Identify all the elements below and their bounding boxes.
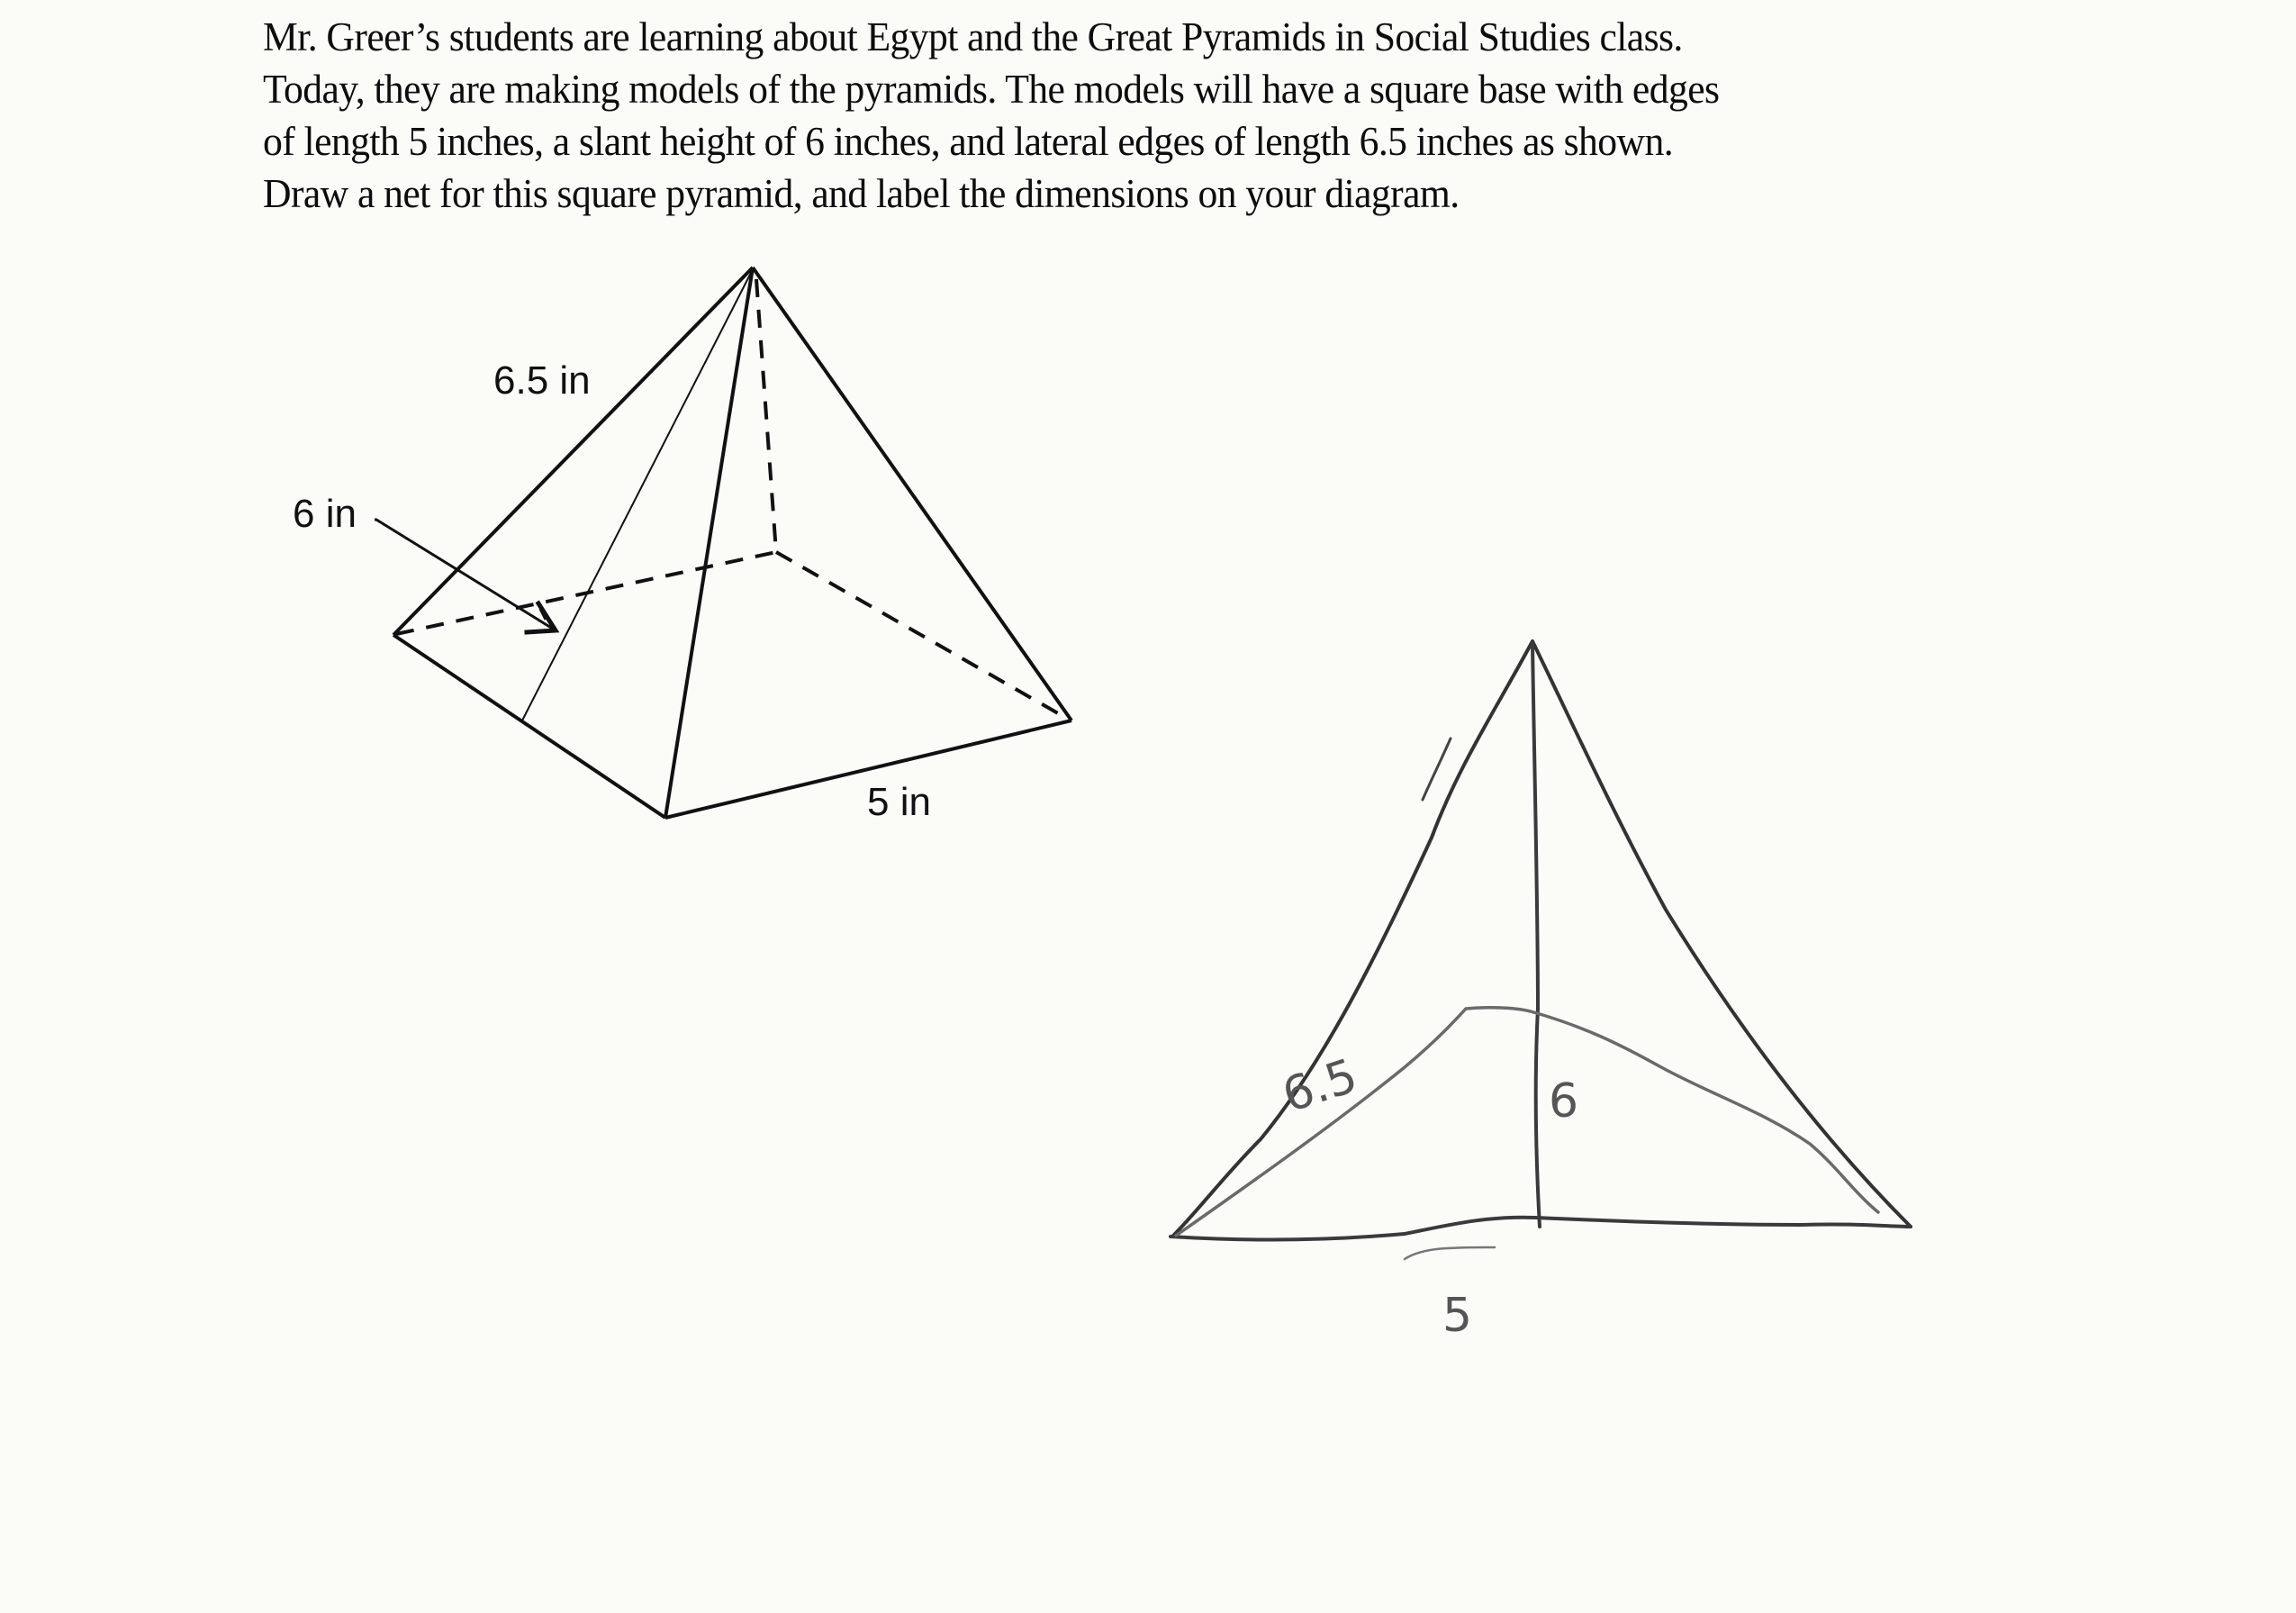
- sketch-inner-line: [1176, 1008, 1878, 1236]
- sketch-lateral-edge-label: 6.5: [1276, 1048, 1364, 1124]
- pyramid-hidden-edges: [396, 279, 1064, 717]
- sketch-tick-mark: [1423, 739, 1451, 800]
- sketch-base-underline: [1405, 1247, 1495, 1259]
- student-sketch-diagram: [1171, 641, 1911, 1343]
- pyramid-visible-edges: [393, 267, 1071, 818]
- printed-pyramid-diagram: [293, 267, 1071, 824]
- sketch-left-edge: [1173, 641, 1532, 1236]
- sketch-center-line: [1532, 643, 1540, 1227]
- sketch-right-edge: [1532, 641, 1911, 1227]
- sketch-base-edge-label: 5: [1442, 1289, 1473, 1343]
- slant-height-arrow: [375, 520, 556, 630]
- problem-line-2: Today, they are making models of the pyramids. The models will have a square base with edges: [263, 67, 1720, 112]
- problem-line-3: of length 5 inches, a slant height of 6 inches, and lateral edges of length 6.5 inches as shown.: [263, 119, 1674, 164]
- lateral-edge-label: 6.5 in: [493, 358, 591, 403]
- problem-line-4: Draw a net for this square pyramid, and label the dimensions on your diagram.: [263, 171, 1460, 216]
- problem-line-1: Mr. Greer’s students are learning about Egypt and the Great Pyramids in Social Studies class.: [263, 14, 1683, 59]
- base-edge-label: 5 in: [867, 780, 931, 824]
- sketch-slant-height-label: 6: [1549, 1074, 1579, 1128]
- slant-height-label: 6 in: [293, 492, 357, 536]
